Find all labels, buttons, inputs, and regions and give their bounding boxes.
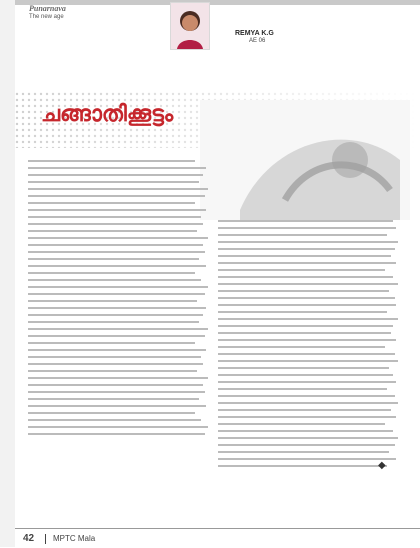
- author-class: AE 06: [249, 38, 266, 44]
- page-footer: [15, 528, 420, 548]
- section-title: Punarnava: [29, 4, 66, 13]
- page-header: [15, 0, 420, 70]
- page-number: 42: [23, 533, 35, 544]
- author-name: REMYA K.G: [235, 30, 274, 37]
- article-column-right: [218, 160, 400, 500]
- article-column-left: [28, 160, 210, 500]
- header-bar: [15, 0, 420, 5]
- text-placeholder-lines: [28, 160, 210, 440]
- page-left-margin: [0, 0, 15, 547]
- magazine-name: MPTC Mala: [53, 534, 96, 543]
- section-subtitle: The new age: [29, 14, 64, 20]
- footer-separator: [45, 534, 46, 544]
- text-placeholder-lines: [218, 220, 400, 472]
- article-title: ചങ്ങാതിക്കൂട്ടം: [41, 102, 174, 127]
- end-of-article-diamond-icon: ◆: [378, 460, 386, 471]
- author-photo: [170, 2, 210, 50]
